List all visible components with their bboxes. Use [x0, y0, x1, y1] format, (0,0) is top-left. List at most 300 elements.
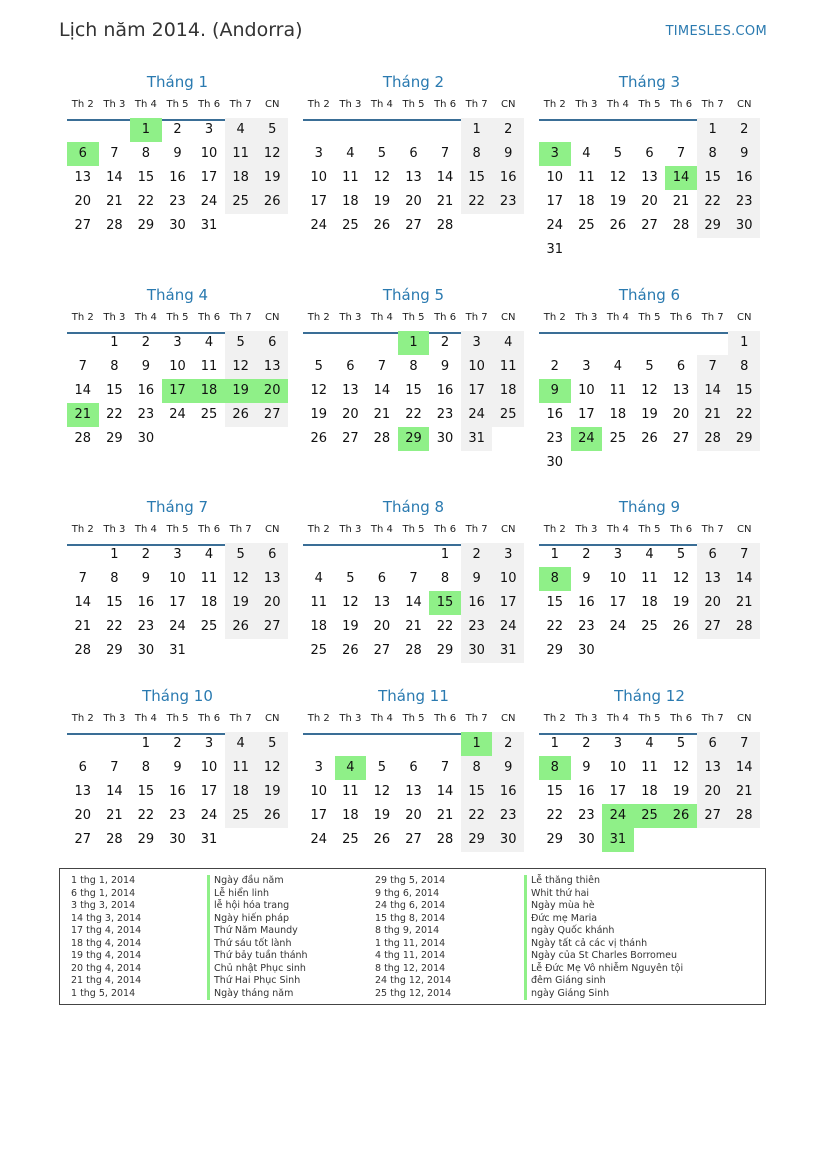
day-cell: 7 [440, 146, 450, 161]
day-cell: 27 [697, 804, 729, 828]
day-cell: 2 [550, 359, 559, 374]
day-cell: 29 [106, 431, 123, 446]
day-cell: 24 [546, 218, 564, 233]
day-cell: 17 [200, 784, 218, 799]
day-cell: 1 [550, 736, 559, 751]
day-cell: 10 [169, 359, 186, 374]
day-cell: 7 [728, 732, 760, 756]
day-cell: 27 [256, 403, 288, 427]
day-cell: 9 [492, 142, 524, 166]
day-cell: 8 [697, 142, 729, 166]
day-cell: 2 [461, 543, 493, 567]
day-cell: 21 [436, 194, 454, 209]
day-cell: 5 [314, 359, 323, 374]
day-cell: 26 [310, 431, 328, 446]
day-cell: 8 [440, 571, 450, 586]
legend-names-column-1 [207, 875, 308, 1000]
day-cell: 24 [169, 407, 186, 422]
weekday-label: Th 5 [638, 713, 661, 724]
day-cell: 19 [609, 194, 627, 209]
day-cell: 19 [256, 780, 288, 804]
day-cell: 25 [200, 619, 218, 634]
day-cell: 11 [200, 359, 218, 374]
day-cell: 21 [373, 407, 391, 422]
day-cell: 8 [110, 359, 119, 374]
legend-date: 20 thg 4, 2014 [71, 962, 142, 974]
weekday-label: Th 5 [638, 99, 661, 110]
day-cell: 21 [74, 619, 92, 634]
day-cell: 17 [609, 784, 627, 799]
day-cell: 9 [461, 567, 493, 591]
day-cell: 30 [492, 828, 524, 852]
legend-holiday-name: Lễ Đức Mẹ Vô nhiễm Nguyên tội [524, 963, 683, 976]
weekday-label: Th 3 [339, 312, 362, 323]
legend-date: 25 thg 12, 2014 [375, 987, 452, 999]
day-cell: 2 [440, 335, 450, 350]
day-cell: 14 [405, 595, 422, 610]
day-cell: 23 [578, 808, 595, 823]
day-cell: 30 [578, 832, 595, 847]
day-cell: 17 [578, 407, 595, 422]
day-cell: 22 [436, 619, 454, 634]
day-cell: 23 [137, 619, 155, 634]
day-cell: 29 [728, 427, 760, 451]
day-cell: 1 [110, 335, 119, 350]
holiday-day-cell: 25 [634, 804, 666, 828]
weekday-label: Th 3 [103, 99, 126, 110]
weekday-label: Th 6 [434, 312, 457, 323]
weekday-label: CN [264, 312, 280, 323]
day-cell: 27 [342, 431, 359, 446]
day-cell: 19 [373, 808, 391, 823]
day-cell: 15 [405, 383, 422, 398]
day-cell: 6 [645, 146, 654, 161]
day-cell: 12 [672, 760, 690, 775]
day-cell: 14 [74, 383, 92, 398]
day-cell: 6 [697, 543, 729, 567]
legend-date: 1 thg 5, 2014 [71, 987, 136, 999]
day-cell: 18 [342, 808, 359, 823]
day-cell: 6 [409, 760, 418, 775]
day-cell: 22 [461, 190, 493, 214]
legend-date: 8 thg 12, 2014 [375, 962, 446, 974]
day-cell: 3 [582, 359, 591, 374]
day-cell: 1 [550, 547, 559, 562]
day-cell: 6 [346, 359, 355, 374]
day-cell: 31 [461, 427, 493, 451]
day-cell: 9 [728, 142, 760, 166]
day-cell: 10 [310, 784, 328, 799]
holiday-day-cell: 20 [256, 379, 288, 403]
weekday-label: Th 5 [402, 99, 425, 110]
day-cell: 10 [461, 355, 493, 379]
day-cell: 28 [728, 804, 760, 828]
weekday-label: Th 3 [103, 524, 126, 535]
day-cell: 2 [492, 118, 524, 142]
day-cell: 21 [728, 780, 760, 804]
day-cell: 22 [405, 407, 422, 422]
day-cell: 16 [492, 780, 524, 804]
day-cell: 21 [728, 591, 760, 615]
legend-holiday-name: Đức mẹ Maria [524, 913, 683, 926]
day-cell: 19 [641, 407, 658, 422]
day-cell: 7 [110, 760, 119, 775]
month-name: Tháng 4 [146, 286, 209, 304]
day-cell: 2 [141, 335, 151, 350]
day-cell: 29 [546, 832, 564, 847]
weekday-label: Th 2 [71, 713, 94, 724]
day-cell: 20 [405, 808, 422, 823]
legend-date: 24 thg 6, 2014 [375, 900, 446, 911]
holiday-legend [59, 868, 766, 1005]
day-cell: 9 [141, 359, 151, 374]
day-cell: 16 [169, 784, 186, 799]
day-cell: 4 [204, 335, 214, 350]
month-name: Tháng 10 [142, 687, 213, 705]
legend-date: 8 thg 9, 2014 [375, 925, 440, 936]
legend-dates-column-2 [375, 875, 451, 1000]
day-cell: 3 [492, 543, 524, 567]
day-cell: 4 [346, 146, 355, 161]
day-cell: 10 [609, 760, 627, 775]
day-cell: 3 [204, 122, 214, 137]
weekday-label: Th 7 [701, 312, 724, 323]
day-cell: 20 [256, 591, 288, 615]
day-cell: 10 [609, 571, 627, 586]
day-cell: 29 [436, 643, 454, 658]
day-cell: 17 [492, 591, 524, 615]
day-cell: 25 [225, 190, 257, 214]
day-cell: 15 [461, 780, 493, 804]
weekday-label: Th 7 [229, 524, 252, 535]
day-cell: 25 [225, 804, 257, 828]
day-cell: 14 [74, 595, 92, 610]
day-cell: 11 [578, 170, 595, 185]
day-cell: 13 [256, 355, 288, 379]
day-cell: 8 [110, 571, 119, 586]
weekday-label: Th 2 [307, 524, 330, 535]
day-cell: 4 [645, 736, 654, 751]
weekday-label: CN [736, 713, 752, 724]
day-cell: 2 [728, 118, 760, 142]
day-cell: 29 [106, 643, 123, 658]
day-cell: 22 [106, 619, 123, 634]
day-cell: 22 [137, 194, 155, 209]
legend-date: 14 thg 3, 2014 [71, 912, 142, 924]
day-cell: 7 [110, 146, 119, 161]
weekday-label: Th 6 [198, 99, 221, 110]
legend-dates-column-1 [71, 875, 141, 1000]
day-cell: 11 [310, 595, 328, 610]
day-cell: 28 [697, 427, 729, 451]
day-cell: 16 [169, 170, 186, 185]
day-cell: 9 [173, 146, 182, 161]
day-cell: 20 [373, 619, 391, 634]
day-cell: 18 [609, 407, 627, 422]
day-cell: 3 [613, 547, 623, 562]
legend-holiday-name: Whit thứ hai [524, 888, 683, 901]
day-cell: 12 [256, 142, 288, 166]
legend-holiday-name: Chủ nhật Phục sinh [207, 963, 308, 976]
day-cell: 14 [697, 379, 729, 403]
day-cell: 16 [578, 784, 595, 799]
day-cell: 3 [461, 331, 493, 355]
day-cell: 6 [697, 732, 729, 756]
weekday-label: CN [500, 713, 516, 724]
day-cell: 10 [492, 567, 524, 591]
day-cell: 31 [546, 242, 564, 257]
day-cell: 4 [613, 359, 623, 374]
day-cell: 27 [256, 615, 288, 639]
day-cell: 18 [225, 780, 257, 804]
weekday-label: Th 5 [402, 524, 425, 535]
legend-holiday-name: Lễ hiển linh [207, 888, 308, 901]
day-cell: 4 [314, 571, 323, 586]
day-cell: 2 [173, 736, 182, 751]
day-cell: 1 [728, 331, 760, 355]
day-cell: 12 [256, 756, 288, 780]
day-cell: 25 [492, 403, 524, 427]
day-cell: 7 [440, 760, 450, 775]
day-cell: 13 [697, 756, 729, 780]
day-cell: 22 [461, 804, 493, 828]
month-name: Tháng 12 [614, 687, 685, 705]
weekday-label: Th 4 [134, 713, 157, 724]
day-cell: 15 [461, 166, 493, 190]
weekday-label: Th 3 [339, 99, 362, 110]
weekday-label: Th 4 [134, 99, 157, 110]
day-cell: 27 [373, 643, 391, 658]
day-cell: 3 [613, 736, 623, 751]
day-cell: 19 [672, 784, 690, 799]
day-cell: 30 [578, 643, 595, 658]
weekday-label: Th 4 [134, 524, 157, 535]
day-cell: 20 [672, 407, 690, 422]
day-cell: 6 [409, 146, 418, 161]
weekday-label: Th 5 [402, 713, 425, 724]
weekday-label: Th 3 [575, 99, 598, 110]
day-cell: 23 [728, 190, 760, 214]
day-cell: 13 [342, 383, 359, 398]
month-name: Tháng 6 [618, 286, 681, 304]
day-cell: 7 [409, 571, 418, 586]
day-cell: 4 [225, 118, 257, 142]
day-cell: 11 [342, 170, 359, 185]
day-cell: 15 [137, 784, 155, 799]
legend-holiday-name: Ngày đầu năm [207, 875, 308, 888]
day-cell: 28 [728, 615, 760, 639]
day-cell: 1 [697, 118, 729, 142]
day-cell: 14 [373, 383, 391, 398]
day-cell: 21 [697, 403, 729, 427]
day-cell: 26 [256, 190, 288, 214]
day-cell: 17 [609, 595, 627, 610]
day-cell: 16 [436, 383, 454, 398]
day-cell: 29 [697, 214, 729, 238]
day-cell: 30 [728, 214, 760, 238]
site-link[interactable]: TIMESLES.COM [665, 24, 767, 39]
day-cell: 18 [578, 194, 595, 209]
day-cell: 9 [582, 760, 591, 775]
weekday-label: Th 5 [166, 99, 189, 110]
day-cell: 30 [169, 218, 186, 233]
holiday-day-cell: 18 [193, 379, 225, 403]
holiday-day-cell: 29 [398, 427, 430, 451]
holiday-day-cell: 21 [67, 403, 99, 427]
weekday-label: Th 3 [575, 312, 598, 323]
day-cell: 20 [342, 407, 359, 422]
day-cell: 31 [200, 832, 218, 847]
day-cell: 11 [641, 760, 658, 775]
day-cell: 23 [169, 194, 186, 209]
day-cell: 29 [546, 643, 564, 658]
holiday-day-cell: 31 [602, 828, 634, 852]
weekday-label: Th 7 [701, 99, 724, 110]
day-cell: 11 [492, 355, 524, 379]
day-cell: 26 [672, 619, 690, 634]
day-cell: 25 [609, 431, 627, 446]
day-cell: 30 [137, 431, 155, 446]
legend-holiday-name: Thứ Hai Phục Sinh [207, 975, 308, 988]
weekday-label: Th 2 [307, 99, 330, 110]
day-cell: 30 [546, 455, 564, 470]
legend-holiday-name: Ngày hiến pháp [207, 913, 308, 926]
weekday-label: Th 5 [402, 312, 425, 323]
day-cell: 17 [546, 194, 564, 209]
weekday-label: Th 4 [606, 312, 629, 323]
holiday-day-cell: 8 [539, 567, 571, 591]
day-cell: 30 [461, 639, 493, 663]
day-cell: 30 [436, 431, 454, 446]
day-cell: 28 [436, 832, 454, 847]
day-cell: 22 [697, 190, 729, 214]
weekday-label: Th 6 [670, 713, 693, 724]
weekday-label: Th 4 [370, 713, 393, 724]
day-cell: 19 [256, 166, 288, 190]
holiday-day-cell: 19 [225, 379, 257, 403]
month-name: Tháng 3 [618, 73, 681, 91]
month-name: Tháng 11 [378, 687, 449, 705]
day-cell: 7 [676, 146, 686, 161]
weekday-label: Th 7 [229, 312, 252, 323]
day-cell: 19 [672, 595, 690, 610]
day-cell: 5 [676, 736, 686, 751]
day-cell: 5 [613, 146, 623, 161]
day-cell: 23 [461, 615, 493, 639]
day-cell: 7 [78, 359, 87, 374]
day-cell: 18 [641, 595, 658, 610]
legend-holiday-name: Lễ thăng thiên [524, 875, 683, 888]
weekday-label: Th 2 [71, 99, 94, 110]
month-name: Tháng 8 [382, 498, 445, 516]
day-cell: 5 [225, 543, 257, 567]
weekday-label: CN [500, 312, 516, 323]
day-cell: 10 [546, 170, 564, 185]
day-cell: 13 [373, 595, 391, 610]
month-name: Tháng 7 [146, 498, 209, 516]
day-cell: 8 [728, 355, 760, 379]
day-cell: 8 [141, 760, 151, 775]
day-cell: 21 [436, 808, 454, 823]
day-cell: 14 [728, 756, 760, 780]
day-cell: 3 [314, 146, 323, 161]
weekday-label: Th 6 [670, 524, 693, 535]
day-cell: 24 [310, 832, 328, 847]
day-cell: 3 [314, 760, 323, 775]
month-name: Tháng 9 [618, 498, 681, 516]
day-cell: 4 [204, 547, 214, 562]
day-cell: 12 [373, 170, 391, 185]
day-cell: 10 [200, 760, 218, 775]
day-cell: 24 [169, 619, 186, 634]
weekday-label: Th 2 [307, 312, 330, 323]
day-cell: 2 [141, 547, 151, 562]
day-cell: 5 [256, 732, 288, 756]
day-cell: 29 [461, 828, 493, 852]
day-cell: 17 [200, 170, 218, 185]
day-cell: 26 [373, 218, 391, 233]
day-cell: 15 [546, 784, 564, 799]
day-cell: 22 [728, 403, 760, 427]
weekday-label: Th 6 [670, 99, 693, 110]
day-cell: 13 [74, 784, 92, 799]
weekday-label: Th 3 [575, 713, 598, 724]
day-cell: 24 [609, 619, 627, 634]
day-cell: 13 [256, 567, 288, 591]
day-cell: 23 [137, 407, 155, 422]
day-cell: 24 [492, 615, 524, 639]
weekday-label: Th 6 [434, 713, 457, 724]
day-cell: 22 [106, 407, 123, 422]
day-cell: 12 [342, 595, 359, 610]
day-cell: 20 [697, 780, 729, 804]
day-cell: 5 [377, 146, 387, 161]
day-cell: 4 [492, 331, 524, 355]
legend-holiday-name: Thứ bảy tuần thánh [207, 950, 308, 963]
weekday-label: Th 2 [543, 99, 566, 110]
day-cell: 24 [200, 808, 218, 823]
day-cell: 26 [641, 431, 658, 446]
day-cell: 11 [609, 383, 627, 398]
day-cell: 19 [342, 619, 359, 634]
day-cell: 29 [137, 832, 155, 847]
weekday-label: CN [264, 524, 280, 535]
day-cell: 15 [106, 595, 123, 610]
day-cell: 12 [225, 567, 257, 591]
day-cell: 6 [256, 543, 288, 567]
day-cell: 20 [74, 808, 92, 823]
day-cell: 6 [377, 571, 387, 586]
day-cell: 3 [173, 547, 182, 562]
weekday-label: Th 6 [670, 312, 693, 323]
day-cell: 20 [697, 591, 729, 615]
day-cell: 31 [169, 643, 186, 658]
day-cell: 15 [697, 166, 729, 190]
day-cell: 16 [137, 383, 155, 398]
day-cell: 6 [676, 359, 686, 374]
day-cell: 23 [436, 407, 454, 422]
day-cell: 9 [440, 359, 450, 374]
legend-holiday-name: Ngày của St Charles Borromeu [524, 950, 683, 963]
day-cell: 21 [106, 808, 123, 823]
day-cell: 24 [200, 194, 218, 209]
weekday-label: Th 5 [166, 312, 189, 323]
day-cell: 12 [641, 383, 658, 398]
weekday-label: Th 5 [638, 312, 661, 323]
legend-date: 15 thg 8, 2014 [375, 912, 446, 924]
day-cell: 14 [436, 170, 454, 185]
day-cell: 26 [609, 218, 627, 233]
